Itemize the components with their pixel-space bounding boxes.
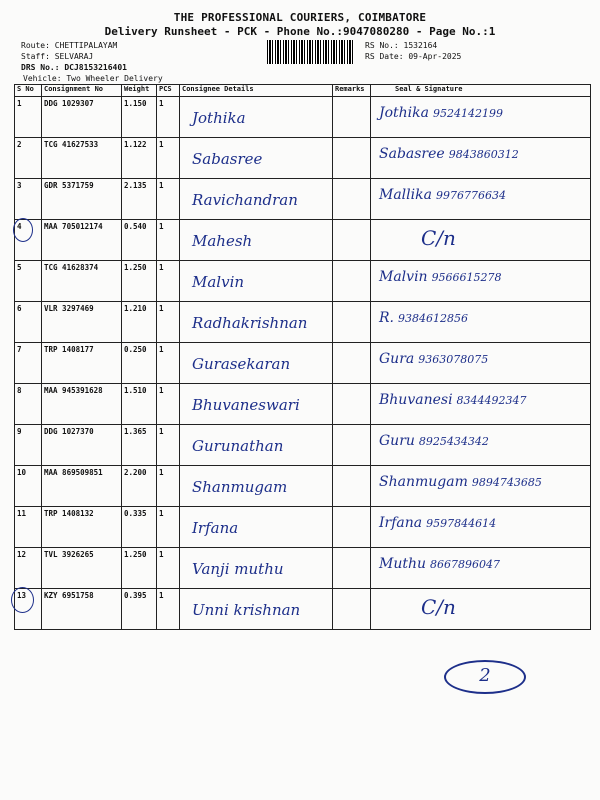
row-weight-cell [122,425,157,466]
row-pcs-cell [157,261,180,302]
signature-mark: Irfana [379,515,423,531]
row-pcs-cell [157,220,180,261]
row-remarks-cell [333,507,371,548]
signature-phone: 8667896047 [430,558,501,571]
row-consignment-no-cell [42,507,122,548]
company-title: THE PROFESSIONAL COURIERS, COIMBATORE [173,11,427,24]
row-signature-cell [371,220,591,261]
row-pcs-cell [157,138,180,179]
signature-mark: R. [379,310,394,326]
row-pcs: 1 [159,509,164,518]
signature-phone: 9384612856 [398,312,468,325]
row-remarks-cell [333,548,371,589]
signature-phone: 8344492347 [456,394,527,407]
row-weight-cell [122,589,157,630]
row-pcs-cell [157,302,180,343]
runsheet-subtitle: Delivery Runsheet - PCK - Phone No.:9047080280 - Page No.:1 [104,25,496,38]
row-weight: 2.200 [124,468,147,477]
row-weight-cell [122,466,157,507]
row-weight-cell [122,220,157,261]
row-weight: 0.250 [124,345,147,354]
row-weight-cell [122,138,157,179]
row-weight-cell [122,97,157,138]
signature-phone: C/n [421,595,456,619]
row-consignment-no: TRP 1408132 [44,509,94,518]
signature-phone: 9976776634 [435,189,506,202]
route-label: Route: CHETTIPALAYAM [21,41,118,50]
row-consignment-no-cell [42,261,122,302]
row-signature-cell [371,138,591,179]
barcode [267,40,354,64]
row-consignee-cell [180,220,333,261]
row-consignment-no-cell [42,425,122,466]
row-remarks-cell [333,302,371,343]
circle-mark-row-13 [11,587,34,613]
row-consignment-no: MAA 869509851 [44,468,103,477]
row-pcs-cell [157,343,180,384]
row-signature [379,310,468,326]
signature-phone: 9843860312 [448,148,519,161]
row-signature [379,187,506,203]
row-sno: 3 [17,181,22,190]
row-sno: 6 [17,304,22,313]
row-weight: 1.150 [124,99,147,108]
row-sno: 5 [17,263,22,272]
row-pcs: 1 [159,222,164,231]
row-remarks-cell [333,343,371,384]
row-consignment-no-cell [42,384,122,425]
table-row [15,343,591,384]
row-remarks-cell [333,97,371,138]
circle-mark-row-4 [13,218,33,242]
row-consignee-handwriting: Mahesh [192,232,253,250]
row-signature-cell [371,302,591,343]
row-consignment-no: KZY 6951758 [44,591,94,600]
row-sno-cell [15,384,42,425]
row-consignment-no-cell [42,138,122,179]
row-signature [379,146,519,162]
row-pcs-cell [157,507,180,548]
row-pcs-cell [157,548,180,589]
table-row [15,466,591,507]
col-header-pcs: PCS [157,85,180,97]
row-signature [379,351,488,367]
row-pcs: 1 [159,427,164,436]
row-consignee-handwriting: Vanji muthu [192,560,284,578]
row-remarks-cell [333,384,371,425]
table-row [15,589,591,630]
row-consignment-no: MAA 705012174 [44,222,103,231]
signature-phone: 9524142199 [433,107,503,120]
row-consignee-cell [180,302,333,343]
row-consignment-no: DDG 1027370 [44,427,94,436]
row-pcs-cell [157,466,180,507]
rs-number: RS No.: 1532164 [365,41,438,50]
row-consignee-handwriting: Sabasree [192,150,263,168]
row-consignee-handwriting: Irfana [192,519,239,537]
table-header-row [15,85,591,97]
row-consignment-no: MAA 945391628 [44,386,103,395]
row-sno-cell [15,507,42,548]
row-consignment-no-cell [42,220,122,261]
row-weight: 2.135 [124,181,147,190]
page-number-mark [444,660,526,694]
row-consignment-no-cell [42,179,122,220]
row-signature [379,556,500,572]
row-sno-cell [15,302,42,343]
row-sno: 4 [17,222,22,231]
row-pcs-cell [157,425,180,466]
row-signature-cell [371,343,591,384]
row-pcs-cell [157,384,180,425]
row-consignee-cell [180,179,333,220]
signature-phone: 9363078075 [418,353,489,366]
row-consignee-handwriting: Radhakrishnan [192,314,308,332]
row-consignee-handwriting: Gurasekaran [192,355,291,373]
row-sno: 8 [17,386,22,395]
row-weight: 1.210 [124,304,147,313]
signature-mark: Shanmugam [379,474,468,490]
table-row [15,507,591,548]
row-sno: 11 [17,509,27,518]
signature-mark: Sabasree [379,146,445,162]
row-sno-cell [15,138,42,179]
row-remarks-cell [333,589,371,630]
row-remarks-cell [333,138,371,179]
row-signature [379,515,496,531]
row-pcs-cell [157,97,180,138]
row-consignee-cell [180,97,333,138]
signature-phone: C/n [421,226,456,250]
row-signature [379,433,489,449]
row-pcs: 1 [159,591,164,600]
row-sno-cell [15,179,42,220]
row-pcs: 1 [159,304,164,313]
row-consignment-no: TCG 41628374 [44,263,99,272]
row-weight-cell [122,261,157,302]
signature-phone: 9597844614 [426,517,497,530]
row-consignee-cell [180,261,333,302]
row-signature-cell [371,179,591,220]
table-row [15,261,591,302]
row-sno-cell [15,466,42,507]
row-consignment-no-cell [42,302,122,343]
row-weight: 0.335 [124,509,147,518]
row-remarks-cell [333,220,371,261]
row-sno: 12 [17,550,27,559]
row-pcs: 1 [159,468,164,477]
row-consignment-no: TRP 1408177 [44,345,94,354]
row-weight-cell [122,507,157,548]
row-consignee-cell [180,425,333,466]
signature-phone: 9566615278 [431,271,502,284]
row-signature-cell [371,261,591,302]
row-weight: 1.510 [124,386,147,395]
signature-mark: Guru [379,433,415,449]
row-consignee-cell [180,589,333,630]
row-consignee-cell [180,466,333,507]
signature-mark: Jothika [379,105,429,121]
signature-phone: 9894743685 [471,476,542,489]
row-remarks-cell [333,466,371,507]
table-row [15,548,591,589]
col-header-consignment: Consignment No [42,85,122,97]
col-header-sno: S No [15,85,42,97]
row-consignee-handwriting: Ravichandran [192,191,298,209]
staff-label: Staff: SELVARAJ [21,52,94,61]
row-consignee-handwriting: Shanmugam [192,478,288,496]
signature-phone: 8925434342 [418,435,489,448]
row-pcs: 1 [159,140,164,149]
signature-mark: Gura [379,351,415,367]
row-consignment-no: DDG 1029307 [44,99,94,108]
row-remarks-cell [333,425,371,466]
row-pcs: 1 [159,99,164,108]
row-signature [379,392,527,408]
row-consignment-no-cell [42,97,122,138]
signature-mark: Malvin [379,269,428,285]
row-sno-cell [15,548,42,589]
row-weight-cell [122,343,157,384]
table-row [15,384,591,425]
signature-mark: Mallika [379,187,432,203]
row-signature [379,474,542,490]
row-signature-cell [371,548,591,589]
row-weight: 1.365 [124,427,147,436]
row-sno: 13 [17,591,27,600]
row-signature [379,269,502,285]
delivery-table [14,84,591,630]
row-remarks-cell [333,261,371,302]
rs-date: RS Date: 09-Apr-2025 [365,52,462,61]
col-header-signature: Seal & Signature [371,85,591,97]
table-row [15,220,591,261]
row-consignment-no: TCG 41627533 [44,140,99,149]
row-consignment-no-cell [42,589,122,630]
table-row [15,138,591,179]
row-signature [421,595,456,619]
row-consignment-no-cell [42,343,122,384]
row-pcs: 1 [159,345,164,354]
row-signature-cell [371,97,591,138]
row-consignee-cell [180,548,333,589]
row-consignee-cell [180,138,333,179]
table-body [15,97,591,630]
vehicle-label: Vehicle: Two Wheeler Delivery [23,74,163,83]
row-weight: 1.250 [124,263,147,272]
row-consignment-no: GDR 5371759 [44,181,94,190]
row-consignment-no: TVL 3926265 [44,550,94,559]
row-weight: 0.395 [124,591,147,600]
row-consignee-cell [180,384,333,425]
row-signature [421,226,456,250]
row-pcs: 1 [159,263,164,272]
row-signature [379,105,503,121]
table-row [15,302,591,343]
row-consignment-no: VLR 3297469 [44,304,94,313]
row-sno-cell [15,97,42,138]
row-sno: 7 [17,345,22,354]
row-sno-cell [15,343,42,384]
row-signature-cell [371,384,591,425]
row-consignee-handwriting: Malvin [192,273,245,291]
row-consignee-handwriting: Gurunathan [192,437,284,455]
row-pcs-cell [157,589,180,630]
table-row [15,97,591,138]
row-consignee-cell [180,343,333,384]
row-pcs: 1 [159,181,164,190]
row-weight: 1.250 [124,550,147,559]
signature-mark: Bhuvanesi [379,392,453,408]
col-header-remarks: Remarks [333,85,371,97]
page-number-text: 2 [479,665,491,686]
col-header-weight: Weight [122,85,157,97]
row-signature-cell [371,466,591,507]
row-weight-cell [122,302,157,343]
row-sno-cell [15,261,42,302]
row-sno: 1 [17,99,22,108]
row-weight: 1.122 [124,140,147,149]
row-weight-cell [122,548,157,589]
row-consignment-no-cell [42,466,122,507]
signature-mark: Muthu [379,556,427,572]
row-sno: 9 [17,427,22,436]
row-signature-cell [371,507,591,548]
row-pcs: 1 [159,550,164,559]
row-weight-cell [122,179,157,220]
col-header-consignee: Consignee Details [180,85,333,97]
row-sno: 10 [17,468,27,477]
row-consignee-handwriting: Bhuvaneswari [192,396,300,414]
row-signature-cell [371,425,591,466]
table-row [15,425,591,466]
row-consignment-no-cell [42,548,122,589]
row-sno: 2 [17,140,22,149]
row-pcs-cell [157,179,180,220]
row-weight-cell [122,384,157,425]
row-weight: 0.540 [124,222,147,231]
row-consignee-handwriting: Jothika [192,109,246,127]
row-sno-cell [15,425,42,466]
table-row [15,179,591,220]
row-consignee-handwriting: Unni krishnan [192,601,301,619]
row-signature-cell [371,589,591,630]
row-remarks-cell [333,179,371,220]
row-pcs: 1 [159,386,164,395]
row-consignee-cell [180,507,333,548]
drs-number: DRS No.: DCJ8153216401 [21,63,127,72]
